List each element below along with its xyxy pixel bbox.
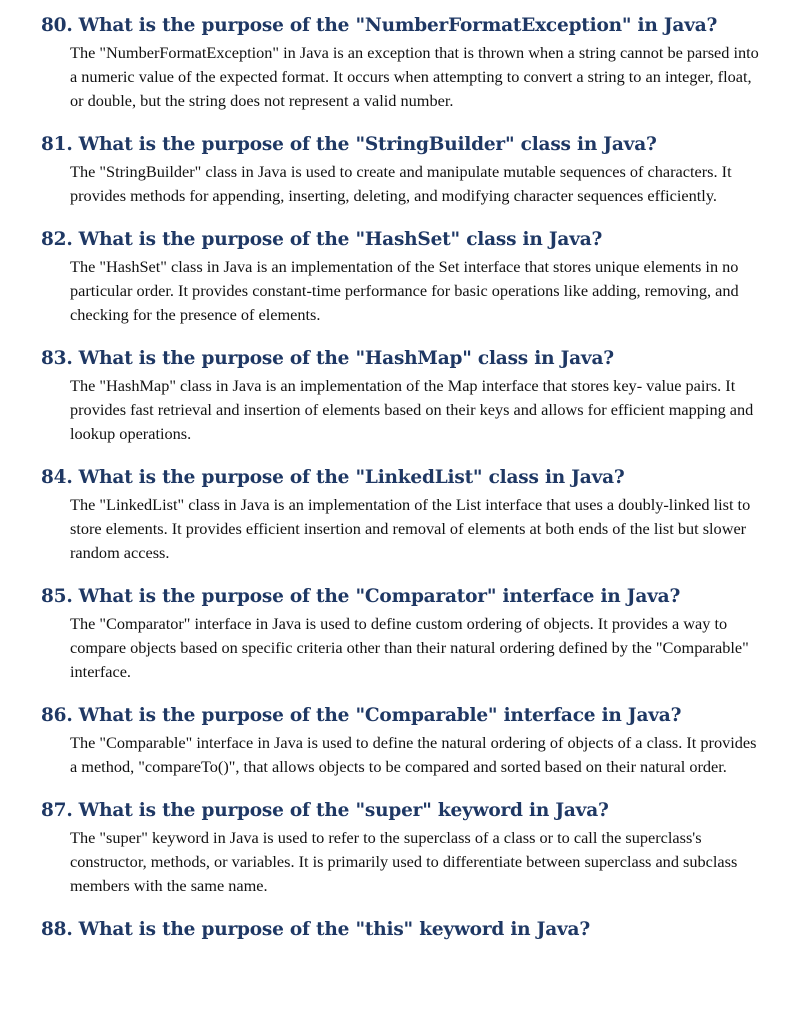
- question-number: 87.: [41, 800, 73, 821]
- question-heading: [41, 13, 761, 39]
- question-number: 86.: [41, 705, 73, 726]
- answer-text: The "LinkedList" class in Java is an implementation of the List interface that uses a doubly-linked list to store elements. It provides efficient insertion and removal of elements at both ends of the list but slower random access.: [70, 495, 751, 562]
- qa-item: [41, 917, 761, 943]
- answer-text: The "NumberFormatException" in Java is an exception that is thrown when a string cannot be parsed into a numeric value of the expected format. It occurs when attempting to convert a string to an integer, float, or double, but the string does not represent a valid number.: [70, 43, 759, 110]
- answer-text: The "Comparator" interface in Java is used to define custom ordering of objects. It provides a way to compare objects based on specific criteria other than their natural ordering defined by the "Comparable" interface.: [70, 614, 749, 681]
- question-text: What is the purpose of the "HashSet" class in Java?: [78, 229, 603, 250]
- question-number: 82.: [41, 229, 73, 250]
- question-heading: [41, 465, 761, 491]
- question-text: What is the purpose of the "this" keyword in Java?: [78, 919, 590, 940]
- question-heading: [41, 346, 761, 372]
- question-text: What is the purpose of the "LinkedList" class in Java?: [78, 467, 625, 488]
- question-heading: [41, 584, 761, 610]
- answer-text: The "Comparable" interface in Java is used to define the natural ordering of objects of a class. It provides a method, "compareTo()", that allows objects to be compared and sorted based on their natural order.: [70, 733, 757, 776]
- qa-item: [41, 13, 761, 113]
- question-text: What is the purpose of the "super" keyword in Java?: [78, 800, 609, 821]
- question-number: 81.: [41, 134, 73, 155]
- question-heading: [41, 703, 761, 729]
- question-text: What is the purpose of the "HashMap" class in Java?: [78, 348, 614, 369]
- qa-item: [41, 465, 761, 565]
- answer-text: The "HashMap" class in Java is an implementation of the Map interface that stores key- value pairs. It provides fast retrieval and insertion of elements based on their keys and allows for efficient mapping and lookup operations.: [70, 376, 754, 443]
- answer-text: The "StringBuilder" class in Java is used to create and manipulate mutable sequences of characters. It provides methods for appending, inserting, deleting, and modifying character sequences efficiently.: [70, 162, 732, 205]
- qa-item: [41, 584, 761, 684]
- question-heading: [41, 132, 761, 158]
- question-text: What is the purpose of the "StringBuilder" class in Java?: [78, 134, 657, 155]
- question-number: 88.: [41, 919, 73, 940]
- answer-text: The "super" keyword in Java is used to refer to the superclass of a class or to call the superclass's constructor, methods, or variables. It is primarily used to differentiate between superclass and subclass members with the same name.: [70, 828, 738, 895]
- answer-text: The "HashSet" class in Java is an implementation of the Set interface that stores unique elements in no particular order. It provides constant-time performance for basic operations like adding, removing, and checking for the presence of elements.: [70, 257, 739, 324]
- question-heading: [41, 917, 761, 943]
- question-text: What is the purpose of the "Comparable" interface in Java?: [78, 705, 682, 726]
- question-text: What is the purpose of the "Comparator" interface in Java?: [78, 586, 681, 607]
- qa-item: [41, 346, 761, 446]
- question-number: 85.: [41, 586, 73, 607]
- qa-item: [41, 798, 761, 898]
- qa-item: [41, 227, 761, 327]
- question-number: 84.: [41, 467, 73, 488]
- qa-item: [41, 703, 761, 779]
- question-number: 83.: [41, 348, 73, 369]
- qa-item: [41, 132, 761, 208]
- question-heading: [41, 798, 761, 824]
- question-text: What is the purpose of the "NumberFormatException" in Java?: [78, 15, 718, 36]
- question-heading: [41, 227, 761, 253]
- question-number: 80.: [41, 15, 73, 36]
